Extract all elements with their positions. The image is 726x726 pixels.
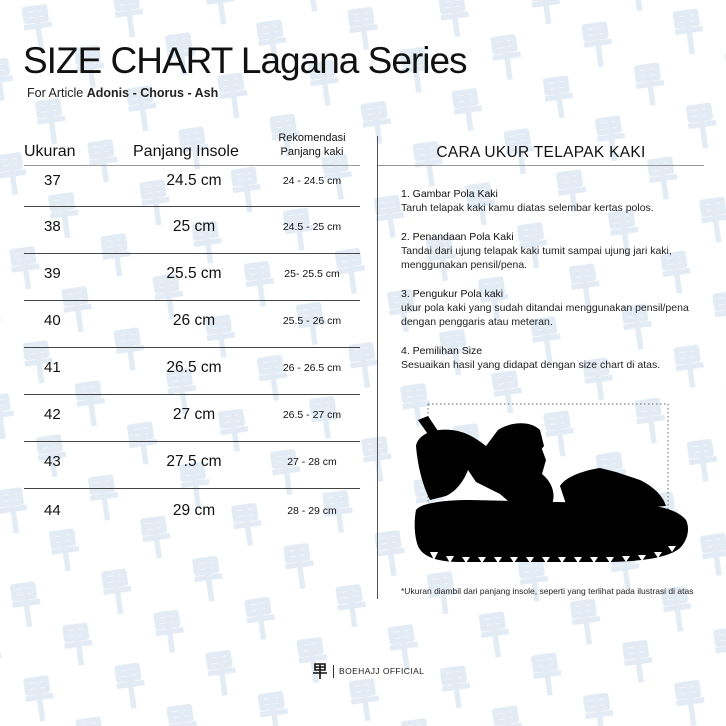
step-title: 3. Pengukur Pola kaki (401, 288, 504, 300)
foot-length-cell: 24.5 - 25 cm (282, 221, 342, 233)
size-cell: 42 (44, 406, 61, 423)
size-cell: 37 (44, 172, 61, 189)
size-cell: 41 (44, 359, 61, 376)
step-title: 1. Gambar Pola Kaki (401, 188, 498, 200)
footnote: *Ukuran diambil dari panjang insole, seperti yang terlihat pada ilustrasi di atas (401, 586, 694, 596)
size-cell: 38 (44, 218, 61, 235)
recommendation-header-line2: Panjang kaki (280, 146, 344, 158)
insole-cell: 29 cm (172, 502, 216, 519)
step-text: Taruh telapak kaki kamu diatas selembar kertas polos. (401, 202, 654, 214)
size-cell: 39 (44, 265, 61, 282)
step-title: 2. Penandaan Pola Kaki (401, 231, 514, 243)
step-text: ukur pola kaki yang sudah ditandai menggunakan pensil/pena dengan penggaris atau meteran. (401, 302, 689, 328)
step-text: Sesuaikan hasil yang didapat dengan size chart di atas. (401, 359, 661, 371)
foot-length-cell: 28 - 29 cm (287, 505, 337, 517)
brand-separator (333, 665, 334, 678)
insole-cell: 26.5 cm (166, 359, 222, 376)
page-title: SIZE CHART Lagana Series (23, 40, 467, 81)
insole-cell: 27 cm (172, 406, 216, 423)
size-cell: 40 (44, 312, 61, 329)
boehajj-logo-icon (313, 663, 327, 679)
insole-column-header: Panjang Insole (133, 143, 239, 160)
foot-length-cell: 25.5 - 26 cm (282, 315, 342, 327)
insole-cell: 26 cm (172, 312, 216, 329)
foot-length-cell: 25- 25.5 cm (284, 268, 340, 280)
foot-length-cell: 26 - 26.5 cm (282, 362, 342, 374)
step-title: 4. Pemilihan Size (401, 345, 483, 357)
foot-length-cell: 24 - 24.5 cm (282, 175, 342, 187)
size-cell: 43 (44, 453, 61, 470)
subtitle-prefix: For Article (27, 86, 84, 100)
recommendation-header-line1: Rekomendasi (278, 132, 346, 144)
subtitle-articles: Adonis - Chorus - Ash (86, 86, 219, 100)
insole-cell: 27.5 cm (166, 453, 222, 470)
insole-cell: 25.5 cm (166, 265, 222, 282)
insole-cell: 25 cm (172, 218, 216, 235)
brand-name: BOEHAJJ OFFICIAL (339, 666, 425, 676)
insole-cell: 24.5 cm (166, 172, 222, 189)
guide-title: CARA UKUR TELAPAK KAKI (436, 144, 646, 161)
step-text: Tandai dari ujung telapak kaki tumit sampai ujung jari kaki, menggunakan pensil/pena. (401, 245, 672, 271)
brand-footer (313, 663, 424, 679)
size-cell: 44 (44, 502, 61, 519)
foot-length-cell: 26.5 - 27 cm (282, 409, 342, 421)
foot-length-cell: 27 - 28 cm (287, 456, 337, 468)
size-column-header: Ukuran (24, 143, 76, 160)
